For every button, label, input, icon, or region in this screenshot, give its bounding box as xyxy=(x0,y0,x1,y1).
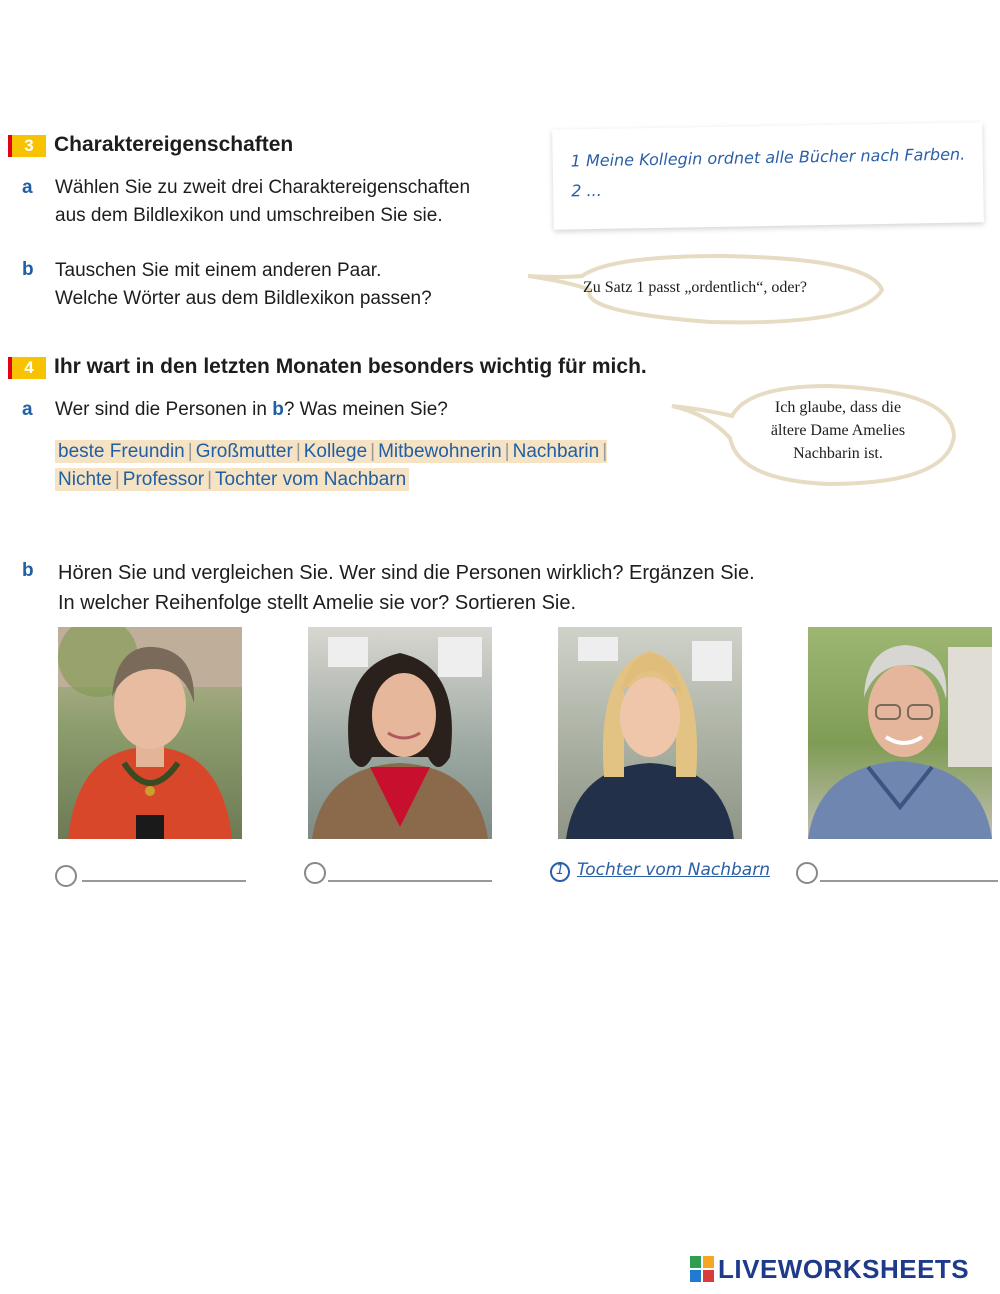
note-line-1: 1 Meine Kollegin ordnet alle Bücher nach Farben. xyxy=(570,144,966,171)
task-4a-text-after: ? Was meinen Sie? xyxy=(283,399,448,420)
word-bank-item: beste Freundin xyxy=(55,440,188,463)
task-3-title: Charaktereigenschaften xyxy=(54,133,294,156)
task-3b-line2: Welche Wörter aus dem Bildlexikon passen? xyxy=(55,288,432,309)
task-4-number: 4 xyxy=(8,357,46,379)
speech-bubble-2-line1: Ich glaube, dass die xyxy=(774,399,902,416)
task-3a-line2: aus dem Bildlexikon und umschreiben Sie sie. xyxy=(55,205,443,226)
order-number-3: 1 xyxy=(555,863,565,878)
speech-bubble-2-line3: Nachbarin ist. xyxy=(793,445,883,462)
task-4a-ref: b xyxy=(272,399,284,420)
order-circle-2[interactable] xyxy=(304,862,326,884)
word-bank-item: Mitbewohnerin xyxy=(375,440,505,463)
answer-blank-1[interactable] xyxy=(82,880,246,882)
speech-bubble-1-text: Zu Satz 1 passt „ordentlich“, oder? xyxy=(583,279,807,296)
answer-blank-2[interactable] xyxy=(328,880,492,882)
word-bank-row-1 xyxy=(55,438,607,466)
word-bank-separator: | xyxy=(370,441,376,462)
photo-young-woman xyxy=(308,627,492,839)
photo-older-man xyxy=(808,627,992,839)
word-bank-separator: | xyxy=(504,441,510,462)
word-bank-separator: | xyxy=(187,441,193,462)
photo-older-woman-illustration xyxy=(58,627,242,839)
task-4b-line2: In welcher Reihenfolge stellt Amelie sie vor? Sortieren Sie. xyxy=(58,592,577,614)
photo-teen-girl-illustration xyxy=(558,627,742,839)
liveworksheets-logo-text: LIVEWORKSHEETS xyxy=(718,1253,970,1284)
photo-older-man-illustration xyxy=(808,627,992,839)
task-4-title: Ihr wart in den letzten Monaten besonders wichtig für mich. xyxy=(54,355,647,378)
task-4a-text-before: Wer sind die Personen in xyxy=(55,399,273,420)
word-bank-separator: | xyxy=(602,441,608,462)
word-bank-item: Nichte xyxy=(55,468,115,491)
task-3a-line1: Wählen Sie zu zweit drei Charaktereigenschaften xyxy=(55,177,471,198)
answer-blank-4[interactable] xyxy=(820,880,998,882)
answer-text-3: Tochter vom Nachbarn xyxy=(577,860,770,880)
photo-young-woman-illustration xyxy=(308,627,492,839)
order-circle-1[interactable] xyxy=(55,865,77,887)
example-note-card xyxy=(552,122,984,229)
task-3b-letter: b xyxy=(22,259,34,280)
word-bank-item: Großmutter xyxy=(193,440,296,463)
word-bank xyxy=(55,438,607,494)
photo-teen-girl xyxy=(558,627,742,839)
speech-bubble-2-line2: ältere Dame Amelies xyxy=(770,422,906,439)
word-bank-item: Tochter vom Nachbarn xyxy=(212,468,409,491)
task-3-number: 3 xyxy=(8,135,46,157)
order-circle-4[interactable] xyxy=(796,862,818,884)
liveworksheets-logo xyxy=(690,1254,969,1284)
speech-bubble-2-text xyxy=(738,396,938,465)
task-4b-letter: b xyxy=(22,560,34,581)
photo-older-woman xyxy=(58,627,242,839)
word-bank-separator: | xyxy=(114,469,120,490)
task-4b-line1: Hören Sie und vergleichen Sie. Wer sind die Personen wirklich? Ergänzen Sie. xyxy=(58,562,755,584)
task-3b-line1: Tauschen Sie mit einem anderen Paar. xyxy=(55,260,382,281)
note-line-2: 2 ... xyxy=(571,180,602,201)
task-4a-instruction xyxy=(55,396,448,424)
task-3a-letter: a xyxy=(22,177,33,198)
word-bank-item: Kollege xyxy=(301,440,370,463)
task-4b-instruction xyxy=(58,558,755,618)
word-bank-separator: | xyxy=(207,469,213,490)
word-bank-row-2 xyxy=(55,466,607,494)
word-bank-separator: | xyxy=(295,441,301,462)
task-3b-instruction xyxy=(55,257,432,313)
word-bank-item: Nachbarin xyxy=(510,440,603,463)
word-bank-item: Professor xyxy=(120,468,207,491)
liveworksheets-logo-icon xyxy=(690,1256,714,1282)
task-3a-instruction xyxy=(55,174,470,230)
task-4a-letter: a xyxy=(22,399,33,420)
